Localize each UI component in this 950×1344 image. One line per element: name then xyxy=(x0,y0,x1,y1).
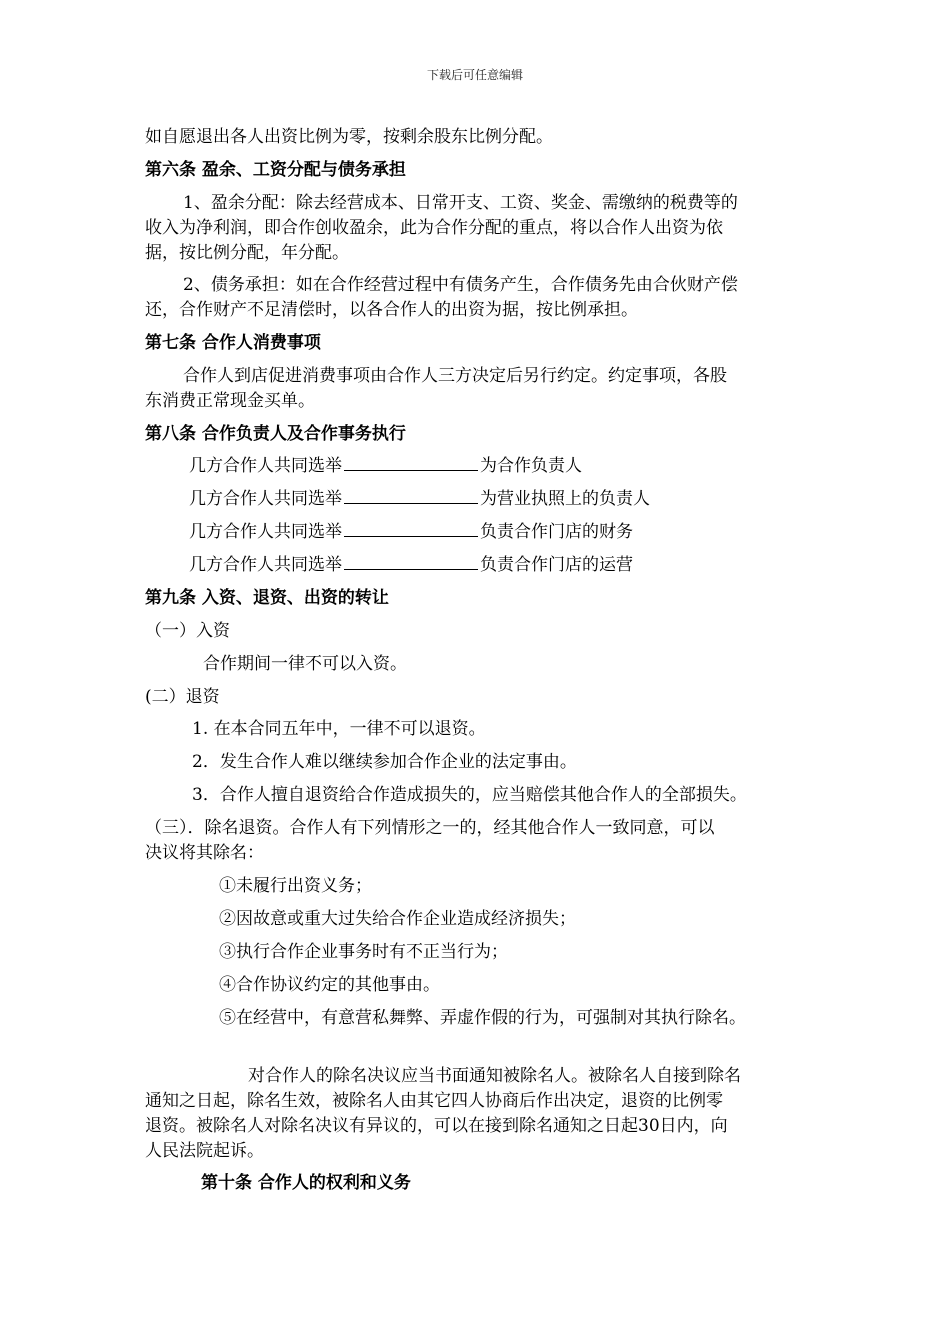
paragraph-line: 2、债务承担：如在合作经营过程中有债务产生，合作债务先由合伙财产偿 xyxy=(183,275,738,295)
article-9-heading: 第九条 入资、退资、出资的转让 xyxy=(145,588,389,608)
article-6-heading: 第六条 盈余、工资分配与债务承担 xyxy=(145,160,406,180)
paragraph-line: 对合作人的除名决议应当书面通知被除名人。被除名人自接到除名 xyxy=(248,1066,741,1086)
list-item: 1. 在本合同五年中，一律不可以退资。 xyxy=(192,719,486,739)
list-item: ④合作协议约定的其他事由。 xyxy=(219,975,440,995)
election-line xyxy=(189,554,633,576)
paragraph-line: 如自愿退出各人出资比例为零，按剩余股东比例分配。 xyxy=(145,127,553,147)
election-suffix: 为营业执照上的负责人 xyxy=(480,489,650,509)
election-suffix: 负责合作门店的财务 xyxy=(480,522,633,542)
paragraph-line: 还，合作财产不足清偿时，以各合作人的出资为据，按比例承担。 xyxy=(145,300,638,320)
election-line xyxy=(189,488,650,510)
section-heading: （一）入资 xyxy=(145,621,230,641)
paragraph-line: 收入为净利润，即合作创收盈余，此为合作分配的重点，将以合作人出资为依 xyxy=(145,218,723,238)
paragraph-line: 合作人到店促进消费事项由合作人三方决定后另行约定。约定事项，各股 xyxy=(183,366,727,386)
paragraph-line: 据，按比例分配，年分配。 xyxy=(145,243,349,263)
list-item: ⑤在经营中，有意营私舞弊、弄虚作假的行为，可强制对其执行除名。 xyxy=(219,1008,746,1028)
paragraph-line: 东消费正常现金买单。 xyxy=(145,391,315,411)
list-item: ②因故意或重大过失给合作企业造成经济损失； xyxy=(219,909,576,929)
section-heading: (二）退资 xyxy=(145,687,220,707)
list-item: ③执行合作企业事务时有不正当行为； xyxy=(219,942,508,962)
list-item: ①未履行出资义务； xyxy=(219,876,372,896)
article-8-heading: 第八条 合作负责人及合作事务执行 xyxy=(145,424,406,444)
signature-blank[interactable] xyxy=(344,521,478,537)
paragraph-line: 1、盈余分配：除去经营成本、日常开支、工资、奖金、需缴纳的税费等的 xyxy=(183,193,738,213)
paragraph-line: 退资。被除名人对除名决议有异议的，可以在接到除名通知之日起30日内，向 xyxy=(145,1116,728,1136)
article-7-heading: 第七条 合作人消费事项 xyxy=(145,333,321,353)
election-suffix: 为合作负责人 xyxy=(480,456,582,476)
paragraph-line: （三）．除名退资。合作人有下列情形之一的，经其他合作人一致同意，可以 xyxy=(145,818,715,838)
signature-blank[interactable] xyxy=(344,554,478,570)
signature-blank[interactable] xyxy=(344,455,478,471)
article-10-heading: 第十条 合作人的权利和义务 xyxy=(201,1173,411,1193)
election-suffix: 负责合作门店的运营 xyxy=(480,555,633,575)
signature-blank[interactable] xyxy=(344,488,478,504)
paragraph-line: 决议将其除名： xyxy=(145,843,264,863)
page-header: 下载后可任意编辑 xyxy=(426,68,523,82)
election-prefix: 几方合作人共同选举 xyxy=(189,555,342,575)
paragraph-line: 通知之日起，除名生效，被除名人由其它四人协商后作出决定，退资的比例零 xyxy=(145,1091,723,1111)
election-prefix: 几方合作人共同选举 xyxy=(189,489,342,509)
election-prefix: 几方合作人共同选举 xyxy=(189,456,342,476)
paragraph-line: 人民法院起诉。 xyxy=(145,1141,264,1161)
election-line xyxy=(189,455,582,477)
election-prefix: 几方合作人共同选举 xyxy=(189,522,342,542)
list-item: 2．发生合作人难以继续参加合作企业的法定事由。 xyxy=(192,752,577,772)
list-item: 3．合作人擅自退资给合作造成损失的，应当赔偿其他合作人的全部损失。 xyxy=(192,785,747,805)
paragraph-line: 合作期间一律不可以入资。 xyxy=(203,654,407,674)
election-line xyxy=(189,521,633,543)
